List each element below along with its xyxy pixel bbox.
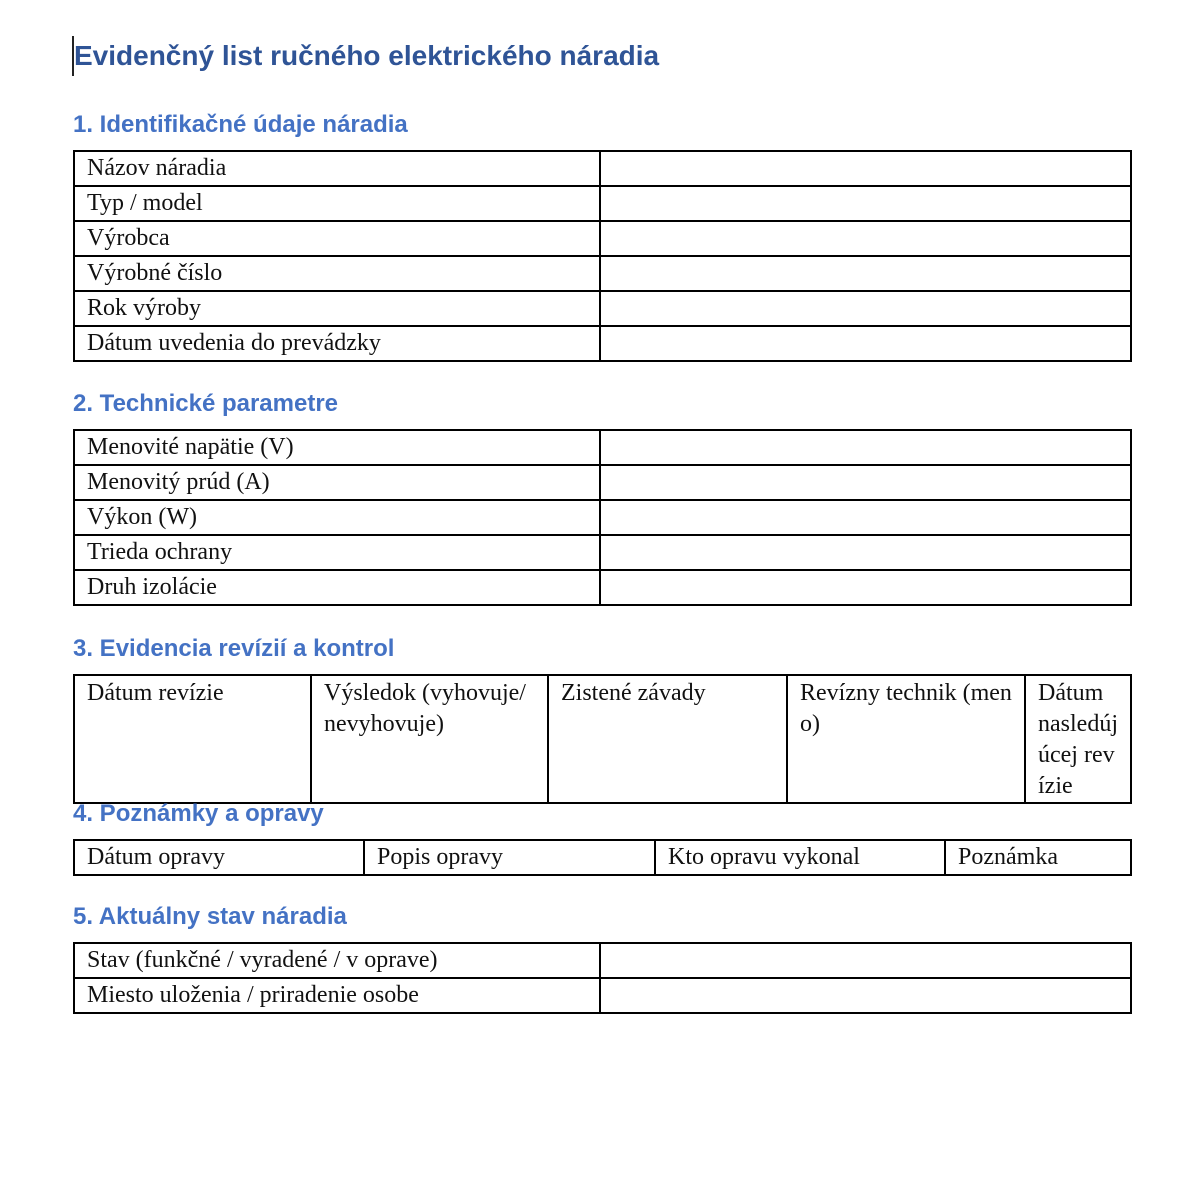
column-header-next-revision: Dátum nasledújúcej revízie (1025, 675, 1131, 803)
table-header-row (74, 675, 1131, 803)
field-value[interactable] (600, 535, 1131, 570)
field-value[interactable] (600, 326, 1131, 361)
field-label: Dátum uvedenia do prevádzky (74, 326, 600, 361)
section-3-heading: 3. Evidencia revízií a kontrol (73, 635, 395, 662)
repairs-table (73, 839, 1132, 876)
field-value[interactable] (600, 291, 1131, 326)
field-label: Výkon (W) (74, 500, 600, 535)
field-label: Stav (funkčné / vyradené / v oprave) (74, 943, 600, 978)
field-value[interactable] (600, 943, 1131, 978)
field-value[interactable] (600, 570, 1131, 605)
table-row (74, 430, 1131, 465)
column-header-result: Výsledok (vyhovuje/nevyhovuje) (311, 675, 548, 803)
table-row (74, 186, 1131, 221)
column-header-defects: Zistené závady (548, 675, 787, 803)
field-label: Miesto uloženia / priradenie osobe (74, 978, 600, 1013)
table-header-row (74, 840, 1131, 875)
field-label: Výrobca (74, 221, 600, 256)
technical-parameters-table (73, 429, 1132, 606)
column-header-repair-date: Dátum opravy (74, 840, 364, 875)
table-row (74, 291, 1131, 326)
revisions-table (73, 674, 1132, 804)
field-label: Menovitý prúd (A) (74, 465, 600, 500)
field-value[interactable] (600, 151, 1131, 186)
field-value[interactable] (600, 430, 1131, 465)
section-5-heading: 5. Aktuálny stav náradia (73, 903, 347, 930)
field-value[interactable] (600, 186, 1131, 221)
table-row (74, 465, 1131, 500)
field-value[interactable] (600, 500, 1131, 535)
column-header-revision-date: Dátum revízie (74, 675, 311, 803)
field-label: Rok výroby (74, 291, 600, 326)
column-header-note: Poznámka (945, 840, 1131, 875)
field-value[interactable] (600, 256, 1131, 291)
field-value[interactable] (600, 221, 1131, 256)
column-header-technician: Revízny technik (meno) (787, 675, 1025, 803)
identification-table (73, 150, 1132, 362)
field-label: Menovité napätie (V) (74, 430, 600, 465)
field-label: Názov náradia (74, 151, 600, 186)
table-row (74, 256, 1131, 291)
table-row (74, 943, 1131, 978)
table-row (74, 151, 1131, 186)
table-row (74, 326, 1131, 361)
field-label: Typ / model (74, 186, 600, 221)
document-title: Evidenčný list ručného elektrického náradia (74, 40, 660, 71)
table-row (74, 535, 1131, 570)
field-value[interactable] (600, 465, 1131, 500)
section-4-heading: 4. Poznámky a opravy (73, 800, 324, 827)
section-1-heading: 1. Identifikačné údaje náradia (73, 111, 408, 138)
section-2-heading: 2. Technické parametre (73, 390, 339, 417)
table-row (74, 570, 1131, 605)
column-header-repaired-by: Kto opravu vykonal (655, 840, 945, 875)
field-label: Výrobné číslo (74, 256, 600, 291)
field-label: Trieda ochrany (74, 535, 600, 570)
field-label: Druh izolácie (74, 570, 600, 605)
table-row (74, 500, 1131, 535)
current-state-table (73, 942, 1132, 1014)
field-value[interactable] (600, 978, 1131, 1013)
table-row (74, 221, 1131, 256)
table-row (74, 978, 1131, 1013)
column-header-repair-description: Popis opravy (364, 840, 655, 875)
